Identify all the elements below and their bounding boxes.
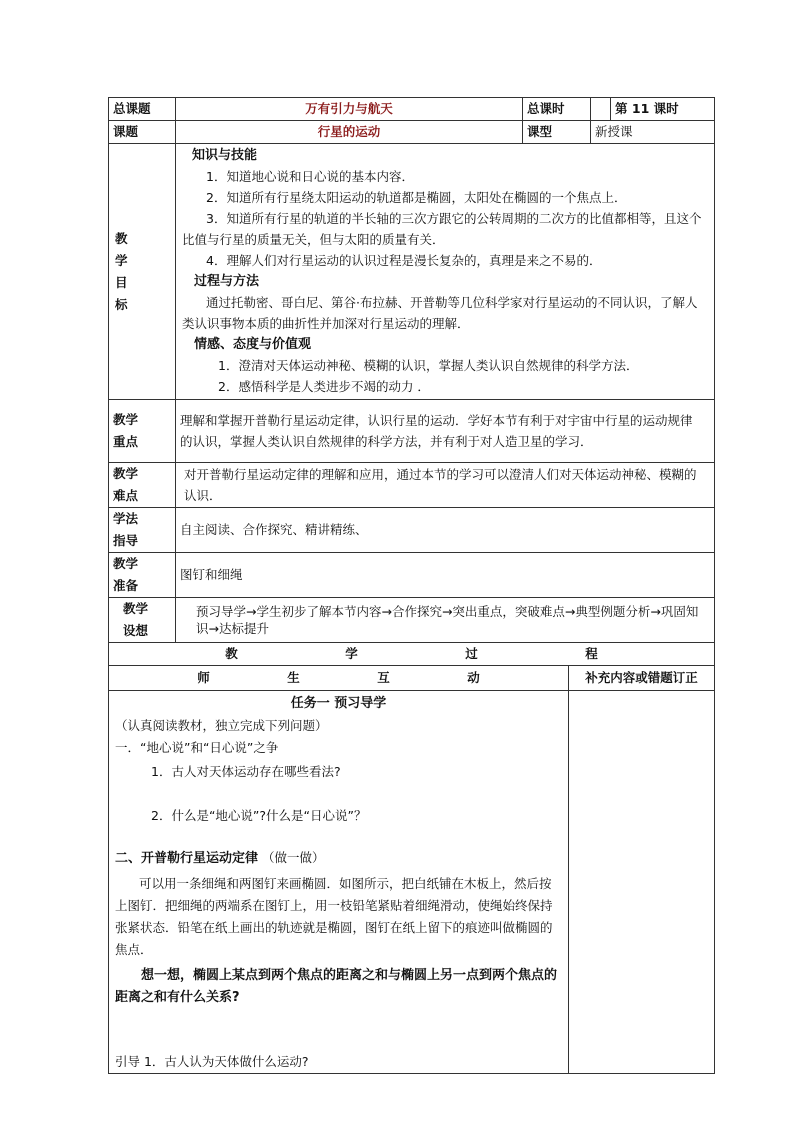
objectives-content (176, 144, 715, 400)
difficult-points-label-line: 教学 (113, 466, 139, 481)
process-heading (109, 643, 715, 666)
method-label (109, 508, 176, 553)
header-row-total (109, 98, 715, 121)
objectives-label-char: 教 (115, 230, 128, 246)
knowledge-item: 4．理解人们对行星运动的认识过程是漫长复杂的，真理是来之不易的． (206, 253, 602, 268)
interaction-heading-char: 生 (287, 670, 300, 685)
interaction-heading-char: 师 (197, 670, 210, 685)
preparation-label-line: 准备 (113, 578, 139, 593)
process-heading-char: 教 (225, 646, 238, 661)
section-kepler (115, 847, 562, 870)
question-2: 2．什么是“地心说”?什么是“日心说”？ (151, 808, 367, 823)
knowledge-item: 3．知道所有行星的轨道的半长轴的三次方跟它的公转周期的二次方的比值都相等，且这个比值与行星的质量无关，但与太阳的质量有关． (182, 211, 702, 247)
task-note: （认真阅读教材，独立完成下列问题） (115, 718, 328, 733)
design-label-line: 教学 (123, 601, 149, 616)
preparation-label-line: 教学 (113, 556, 139, 571)
total-topic-label: 总课题 (109, 98, 176, 121)
key-points-label-line: 教学 (113, 412, 139, 427)
interaction-heading-char: 互 (377, 670, 390, 685)
topic-title: 行星的运动 (176, 121, 523, 144)
design-label (109, 598, 176, 643)
key-points-text: 理解和掌握开普勒行星运动定律，认识行星的运动．学好本节有利于对宇宙中行星的运动规律的认识，掌握人类认识自然规律的科学方法，并有利于对人造卫星的学习． (176, 400, 715, 463)
preparation-row (109, 553, 715, 598)
lesson-plan-table (108, 97, 715, 1074)
section-kepler-title: 二、开普勒行星运动定律 (115, 851, 259, 866)
method-label-line: 学法 (113, 511, 139, 526)
interaction-heading-char: 动 (467, 670, 480, 685)
difficult-points-text: 对开普勒行星运动定律的理解和应用，通过本节的学习可以澄清人们对天体运动神秘、模糊的认识． (176, 463, 715, 508)
question-1: 1．古人对天体运动存在哪些看法? (151, 764, 341, 779)
type-value: 新授课 (591, 121, 715, 144)
supplement-area (569, 691, 715, 1074)
guide-question: 引导 1．古人认为天体做什么运动? (115, 1054, 309, 1069)
difficult-points-label-line: 难点 (113, 488, 139, 503)
emotion-item: 2．感悟科学是人类进步不竭的动力 ． (218, 379, 430, 394)
key-points-row (109, 400, 715, 463)
total-hours-label: 总课时 (523, 98, 591, 121)
process-header-row (109, 643, 715, 666)
process-heading-char: 学 (345, 646, 358, 661)
process-heading-char: 程 (585, 646, 598, 661)
difficult-points-label (109, 463, 176, 508)
process-title: 过程与方法 (194, 274, 260, 289)
objectives-label (109, 144, 176, 400)
interaction-header-row (109, 666, 715, 691)
design-row (109, 598, 715, 643)
knowledge-item: 1．知道地心说和日心说的基本内容． (206, 169, 414, 184)
process-heading-char: 过 (465, 646, 478, 661)
total-hours-empty-cell (591, 98, 611, 121)
task-title: 任务一 预习导学 (290, 696, 387, 711)
interaction-heading (109, 666, 569, 691)
header-row-topic (109, 121, 715, 144)
section-kepler-note: （做一做） (262, 850, 325, 865)
objectives-label-char: 标 (115, 296, 128, 312)
design-label-line: 设想 (123, 623, 149, 638)
preparation-text: 图钉和细绳 (176, 553, 715, 598)
method-text: 自主阅读、合作探究、精讲精练、 (176, 508, 715, 553)
supplement-heading: 补充内容或错题订正 (569, 666, 715, 691)
topic-label: 课题 (109, 121, 176, 144)
lesson-plan (108, 97, 714, 1074)
type-label: 课型 (523, 121, 591, 144)
total-topic-title: 万有引力与航天 (176, 98, 523, 121)
hour-number: 第 11 课时 (611, 98, 715, 121)
process-content (109, 691, 569, 1074)
key-points-label (109, 400, 176, 463)
method-label-line: 指导 (113, 533, 139, 548)
ellipse-paragraph: 可以用一条细绳和两图钉来画椭圆．如图所示，把白纸铺在木板上，然后按上图钉．把细绳的两端系在图钉上，用一枝铅笔紧贴着细绳滑动，使绳始终保持张紧状态．铅笔在纸上画出的轨迹就是椭圆，图钉在纸上留下的痕迹叫做椭圆的焦点． (115, 876, 553, 957)
preparation-label (109, 553, 176, 598)
difficult-points-row (109, 463, 715, 508)
objectives-label-char: 目 (115, 274, 128, 290)
think-question: 想一想，椭圆上某点到两个焦点的距离之和与椭圆上另一点到两个焦点的距离之和有什么关系? (115, 968, 558, 1005)
objectives-row (109, 144, 715, 400)
design-text: 预习导学→学生初步了解本节内容→合作探究→突出重点，突破难点→典型例题分析→巩固知识→达标提升 (176, 598, 715, 643)
key-points-label-line: 重点 (113, 434, 139, 449)
method-row (109, 508, 715, 553)
emotion-title: 情感、态度与价值观 (194, 337, 312, 352)
emotion-item: 1．澄清对天体运动神秘、模糊的认识，掌握人类认识自然规律的科学方法． (218, 358, 639, 373)
process-body-row (109, 691, 715, 1074)
objectives-label-char: 学 (115, 252, 128, 268)
process-text: 通过托勒密、哥白尼、第谷·布拉赫、开普勒等几位科学家对行星运动的不同认识，了解人类认识事物本质的曲折性并加深对行星运动的理解． (182, 295, 698, 331)
knowledge-title: 知识与技能 (192, 148, 258, 163)
knowledge-item: 2．知道所有行星绕太阳运动的轨道都是椭圆，太阳处在椭圆的一个焦点上． (206, 190, 627, 205)
section-geocentric-heliocentric: 一．“地心说”和“日心说”之争 (115, 740, 279, 755)
